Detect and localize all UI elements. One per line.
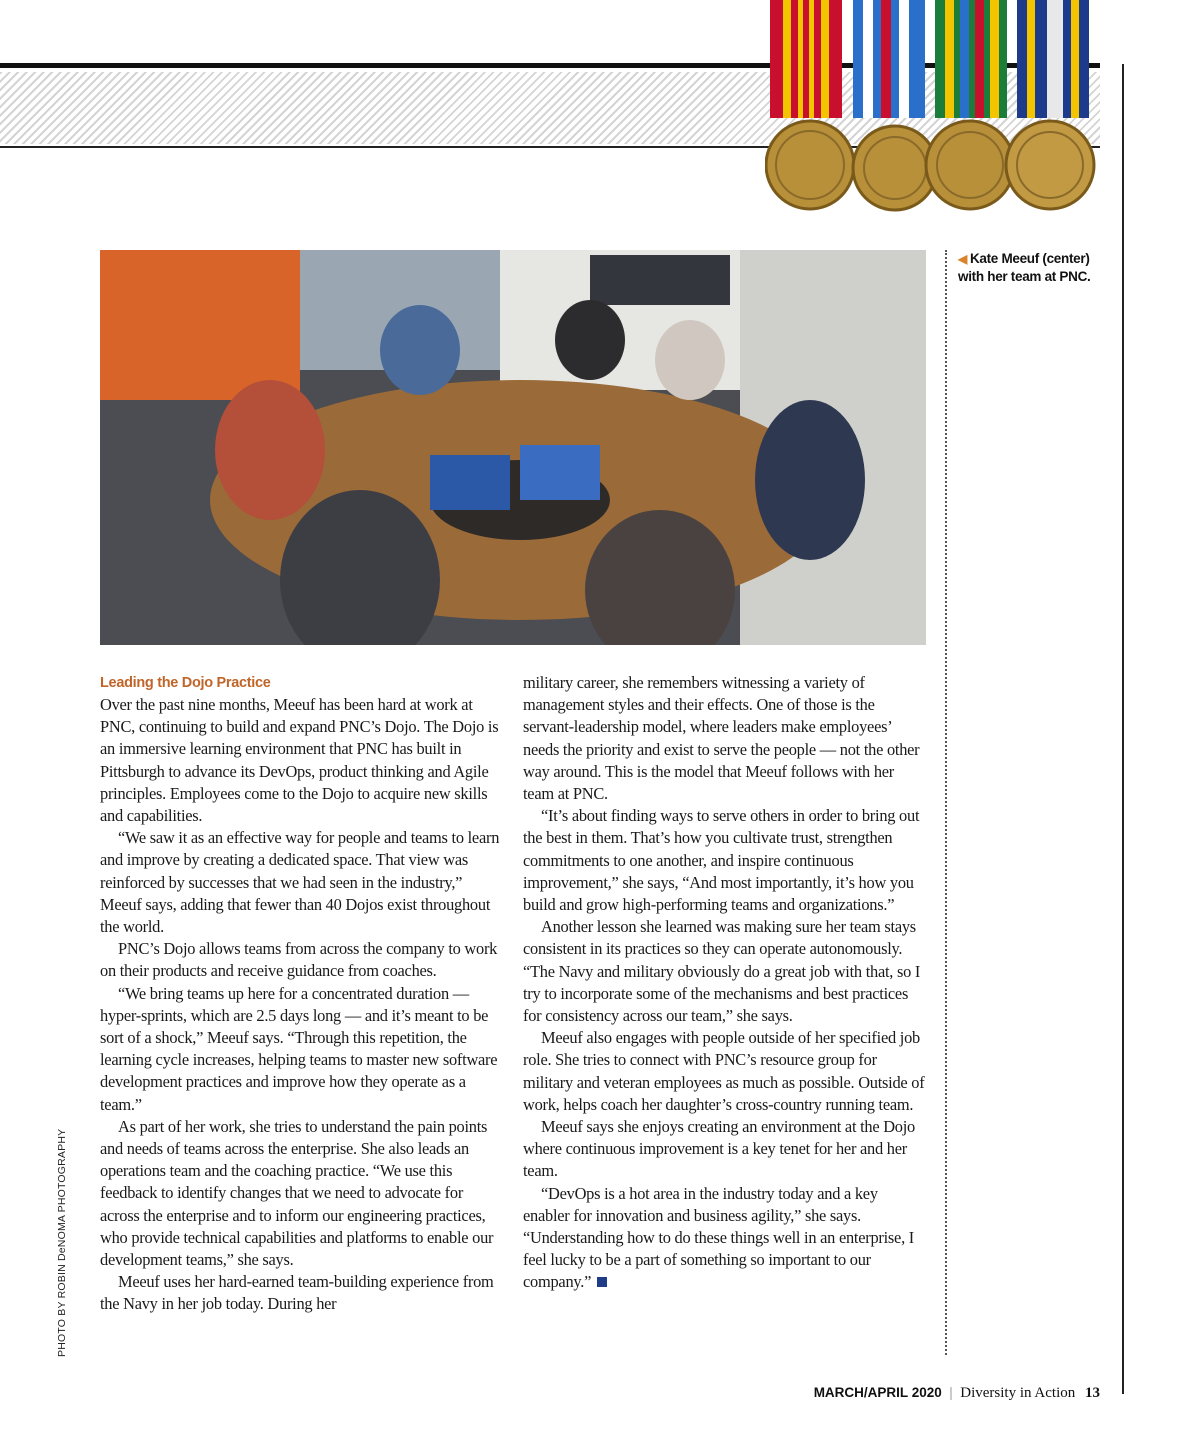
team-meeting-photo (100, 250, 926, 645)
end-mark-icon (597, 1277, 607, 1287)
article-column-2 (523, 672, 928, 1294)
caption-text: Kate Meeuf (center) with her team at PNC. (958, 251, 1091, 284)
photo-credit: PHOTO BY ROBIN DeNOMA PHOTOGRAPHY (56, 1128, 68, 1357)
paragraph: military career, she remembers witnessing a variety of management styles and their effects. One of those is the servant-leadership model, where leaders make employees’ needs the priority and exist to serve the people — not the other way around. This is the model that Meeuf follows with her team at PNC. (523, 673, 920, 804)
medal-1 (766, 0, 854, 209)
paragraph: PNC’s Dojo allows teams from across the company to work on their products and receive guidance from coaches. (100, 939, 498, 981)
paragraph: Meeuf says she enjoys creating an environment at the Dojo where continuous improvement is a key tenet for her and her team. (523, 1117, 916, 1181)
paragraph: Another lesson she learned was making sure her team stays consistent in its practices so they can operate autonomously. “The Navy and military obviously do a great job with that, so I try to incorporate some of the mechanisms and best practices for consistency across our team,” she says. (523, 917, 921, 1026)
page-footer (814, 1385, 1100, 1402)
paragraph: Over the past nine months, Meeuf has been hard at work at PNC, continuing to build and expand PNC’s Dojo. The Dojo is an immersive learning environment that PNC has built in Pittsburgh to advance its DevOps, product thinking and Agile principles. Employees come to the Dojo to acquire new skills and capabilities. (100, 695, 499, 826)
paragraph-final-text: “DevOps is a hot area in the industry today and a key enabler for innovation and business agility,” she says. “Understanding how to do these things well in an enterprise, I feel lucky to be a part of something so important to our company.” (523, 1183, 914, 1292)
paragraph: “We bring teams up here for a concentrated duration — hyper-sprints, which are 2.5 days long — and it’s meant to be sort of a shock,” Meeuf says. “Through this repetition, the learning cycle increases, helping teams to master new software development practices and improve how they operate as a team.” (100, 983, 498, 1114)
page-number: 13 (1085, 1385, 1100, 1401)
caption-dotted-divider (945, 250, 947, 1355)
photo-caption (958, 250, 1118, 286)
issue-date: MARCH/APRIL 2020 (813, 1385, 942, 1400)
caption-pointer-icon: ◀ (958, 252, 967, 266)
article-column-1 (100, 672, 502, 1316)
paragraph: “We saw it as an effective way for people and teams to learn and improve by creating a dedicated space. That view was reinforced by successes that we had seen in the industry,” Meeuf says, adding that fewer than 40 Dojos exist throughout the world. (100, 828, 500, 937)
section-heading: Leading the Dojo Practice (100, 675, 271, 691)
paragraph: Meeuf also engages with people outside of her specified job role. She tries to connect with PNC’s resource group for military and veteran employees as much as possible. Outside of work, helps coach her daughter’s cross-country running team. (523, 1028, 925, 1114)
military-medals-illustration (765, 0, 1105, 215)
paragraph: “It’s about finding ways to serve others in order to bring out the best in them. That’s how you cultivate trust, strengthen commitments to one another, and inspire continuous improvement,” she says, “And most importantly, it’s how you build and grow high-performing teams and organizations.” (523, 806, 920, 915)
footer-separator: | (949, 1385, 953, 1401)
paragraph: Meeuf uses her hard-earned team-building experience from the Navy in her job today. During her (100, 1272, 494, 1314)
paragraph-final (523, 1183, 928, 1294)
right-margin-rule (1122, 64, 1124, 1394)
medal-4 (1006, 0, 1094, 209)
medal-3 (926, 0, 1014, 209)
publication-name: Diversity in Action (960, 1385, 1076, 1401)
medal-2 (853, 0, 937, 210)
paragraph: As part of her work, she tries to understand the pain points and needs of teams across the enterprise. She also leads an operations team and the coaching practice. “We use this feedback to identify changes that we need to advocate for across the enterprise and to inform our engineering practices, who provide technical capabilities and platforms to enable our development teams,” she says. (100, 1116, 494, 1270)
